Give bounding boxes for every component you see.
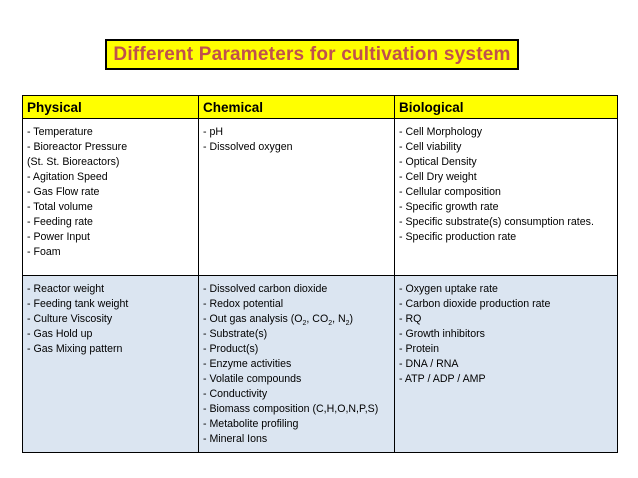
list-item: - RQ <box>399 313 422 325</box>
list-item: - Culture Viscosity <box>27 313 113 325</box>
list-item: - Temperature <box>27 126 93 138</box>
slide-title: Different Parameters for cultivation system <box>113 43 511 65</box>
cell-biological <box>395 276 618 453</box>
list-item: - Feeding rate <box>27 216 93 228</box>
list-item: - Dissolved oxygen <box>203 141 293 153</box>
list-item: - Feeding tank weight <box>27 298 129 310</box>
list-item: - Conductivity <box>203 388 268 400</box>
cell-physical <box>23 119 199 276</box>
list-item: - Agitation Speed <box>27 171 108 183</box>
list-item: (St. St. Bioreactors) <box>27 156 120 168</box>
list-item: - Protein <box>399 343 440 355</box>
list-item: - Enzyme activities <box>203 358 292 370</box>
list-item: - Specific substrate(s) consumption rates. <box>399 216 594 228</box>
list-item: - Volatile compounds <box>203 373 302 385</box>
list-item: - Optical Density <box>399 156 477 168</box>
table-header-row <box>23 96 618 119</box>
list-item: - pH <box>203 126 224 138</box>
list-item: - ATP / ADP / AMP <box>399 373 486 385</box>
list-item: - Dissolved carbon dioxide <box>203 283 328 295</box>
list-item: - Metabolite profiling <box>203 418 299 430</box>
parameters-table <box>22 95 618 453</box>
list-item: - Oxygen uptake rate <box>399 283 498 295</box>
list-item: - Reactor weight <box>27 283 105 295</box>
list-item: - Specific growth rate <box>399 201 499 213</box>
list-item: - Out gas analysis ($O_2$, $CO_2$, $N_2$) <box>203 313 354 328</box>
cell-biological <box>395 119 618 276</box>
cell-chemical <box>199 119 395 276</box>
list-item: - Gas Mixing pattern <box>27 343 123 355</box>
table-row <box>23 276 618 453</box>
list-item: - Cell Dry weight <box>399 171 477 183</box>
header-physical: Physical <box>23 96 199 119</box>
list-item: - Total volume <box>27 201 93 213</box>
list-item: - Bioreactor Pressure <box>27 141 128 153</box>
list-item: - Carbon dioxide production rate <box>399 298 551 310</box>
header-biological: Biological <box>395 96 618 119</box>
cell-physical <box>23 276 199 453</box>
list-item: - Gas Flow rate <box>27 186 100 198</box>
list-item: - Substrate(s) <box>203 328 268 340</box>
list-item: - Product(s) <box>203 343 259 355</box>
cell-chemical <box>199 276 395 453</box>
list-item: - Foam <box>27 246 61 258</box>
list-item: - Cellular composition <box>399 186 501 198</box>
table-row <box>23 119 618 276</box>
list-item: - Cell viability <box>399 141 462 153</box>
header-chemical: Chemical <box>199 96 395 119</box>
list-item: - Mineral Ions <box>203 433 268 445</box>
list-item: - Power Input <box>27 231 91 243</box>
list-item: - DNA / RNA <box>399 358 459 370</box>
slide-title-box <box>105 39 519 70</box>
list-item: - Cell Morphology <box>399 126 483 138</box>
list-item: - Redox potential <box>203 298 284 310</box>
list-item: - Biomass composition (C,H,O,N,P,S) <box>203 403 379 415</box>
list-item: - Specific production rate <box>399 231 517 243</box>
list-item: - Growth inhibitors <box>399 328 485 340</box>
list-item: - Gas Hold up <box>27 328 93 340</box>
